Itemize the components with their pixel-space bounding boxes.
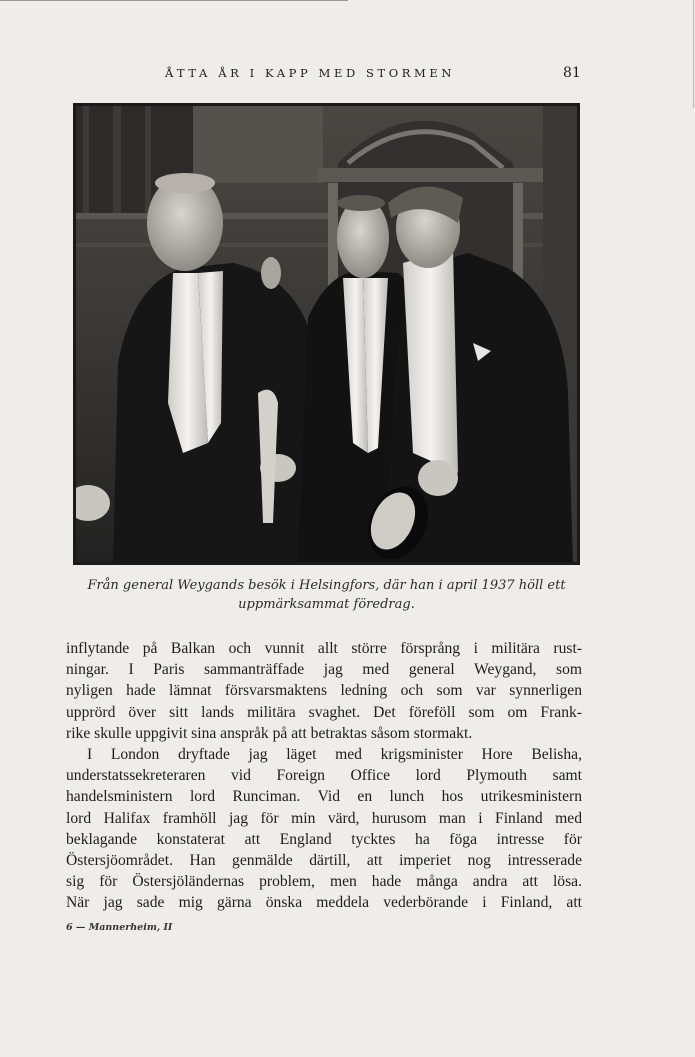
text-line: understatssekreteraren vid Foreign Office lord Plymouth samt [66, 767, 582, 785]
photo-three-men-in-evening-dress-icon [73, 103, 580, 565]
text-line: ningar. I Paris sammanträffade jag med general Weygand, som [66, 661, 582, 679]
running-head: ÅTTA ÅR I KAPP MED STORMEN [165, 66, 456, 80]
text-line: sig för Östersjöländernas problem, men hade många andra att lösa. [66, 873, 582, 891]
caption-line: uppmärksammat föredrag. [238, 597, 415, 612]
photograph [73, 103, 580, 565]
text-line: upprörd över sitt lands militära svaghet. Det föreföll som om Frank- [66, 703, 582, 721]
photo-caption [73, 576, 580, 614]
top-edge-line [0, 0, 348, 1]
text-line: När jag sade mig gärna önska meddela vederbörande i Finland, att [66, 894, 582, 912]
text-line: beklagande konstaterat att England tycktes ha föga intresse för [66, 830, 582, 848]
printer-signature: 6 — Mannerheim, II [66, 922, 173, 933]
text-line: inflytande på Balkan och vunnit allt större försprång i militära rust- [66, 640, 582, 657]
text-line: lord Halifax framhöll jag för min värd, hurusom man i Finland med [66, 809, 582, 827]
caption-line: Från general Weygands besök i Helsingfors, där han i april 1937 höll ett [87, 578, 566, 593]
text-line: rike skulle uppgivit sina anspråk på att betraktas såsom stormakt. [66, 724, 473, 742]
body-text [66, 638, 582, 914]
text-line: Östersjöområdet. Han genmälde därtill, att imperiet nog intresserade [66, 852, 582, 870]
page-number: 81 [563, 65, 581, 81]
text-line: handelsministern lord Runciman. Vid en lunch hos utrikesministern [66, 788, 582, 806]
text-line: I London dryftade jag läget med krigsminister Hore Belisha, [87, 746, 582, 764]
text-line: nyligen hade lämnat försvarsmaktens ledning och som var synnerligen [66, 682, 582, 700]
right-edge-line [693, 0, 694, 108]
